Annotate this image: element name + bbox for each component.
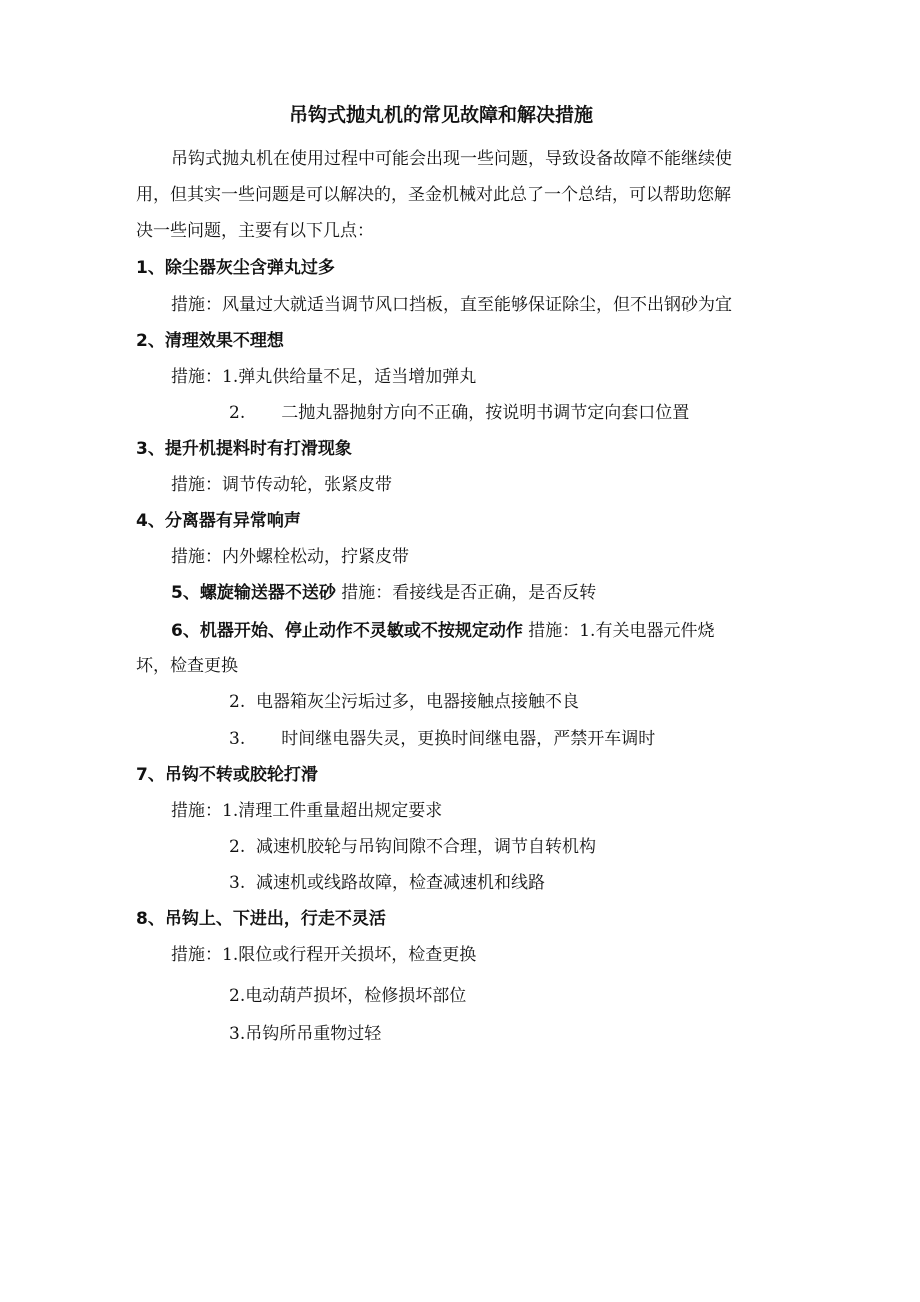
page-title: 吊钩式抛丸机的常见故障和解决措施: [289, 104, 594, 126]
fault-line: [171, 620, 714, 642]
measure-text: [229, 728, 655, 750]
fault-heading: 3、提升机提料时有打滑现象: [136, 439, 352, 459]
fault-heading: 6、机器开始、停止动作不灵敏或不按规定动作: [171, 621, 523, 641]
measure-text: 2. 减速机胶轮与吊钩间隙不合理，调节自转机构: [229, 837, 597, 857]
measure-text: 措施：1.清理工件重量超出规定要求: [171, 801, 443, 821]
measure-number: 2.: [229, 403, 246, 423]
intro-line: 决一些问题，主要有以下几点：: [136, 221, 374, 241]
measure-desc: 二抛丸器抛射方向不正确，按说明书调节定向套口位置: [281, 403, 690, 423]
intro-line: 吊钩式抛丸机在使用过程中可能会出现一些问题，导致设备故障不能继续使: [171, 149, 732, 169]
measure-text: 措施：1.弹丸供给量不足，适当增加弹丸: [171, 367, 477, 387]
measure-text: 2.电动葫芦损坏，检修损坏部位: [229, 986, 467, 1006]
measure-text: 3.吊钩所吊重物过轻: [229, 1024, 382, 1044]
fault-heading: 2、清理效果不理想: [136, 331, 284, 351]
fault-heading: 7、吊钩不转或胶轮打滑: [136, 765, 318, 785]
measure-text: 措施：1.限位或行程开关损坏，检查更换: [171, 945, 477, 965]
measure-text: [229, 402, 689, 424]
measure-text: 措施：风量过大就适当调节风口挡板，直至能够保证除尘，但不出钢砂为宜: [171, 295, 732, 315]
fault-heading: 5、螺旋输送器不送砂: [171, 583, 336, 603]
measure-text: 3. 减速机或线路故障，检查减速机和线路: [229, 873, 546, 893]
fault-line: [171, 582, 596, 604]
measure-text: 措施：内外螺栓松动，拧紧皮带: [171, 547, 409, 567]
measure-desc: 时间继电器失灵，更换时间继电器，严禁开车调时: [281, 729, 656, 749]
measure-number: 3.: [229, 729, 246, 749]
measure-text: 措施：调节传动轮，张紧皮带: [171, 475, 392, 495]
intro-line: 用，但其实一些问题是可以解决的，圣金机械对此总了一个总结，可以帮助您解: [136, 185, 731, 205]
measure-text: 措施：1.有关电器元件烧: [522, 621, 715, 641]
fault-heading: 4、分离器有异常响声: [136, 511, 301, 531]
fault-heading: 8、吊钩上、下进出，行走不灵活: [136, 909, 386, 929]
fault-heading: 1、除尘器灰尘含弹丸过多: [136, 258, 335, 278]
measure-text: 2. 电器箱灰尘污垢过多，电器接触点接触不良: [229, 692, 580, 712]
measure-text: 坏，检查更换: [136, 656, 238, 676]
measure-text: 措施：看接线是否正确，是否反转: [335, 583, 597, 603]
